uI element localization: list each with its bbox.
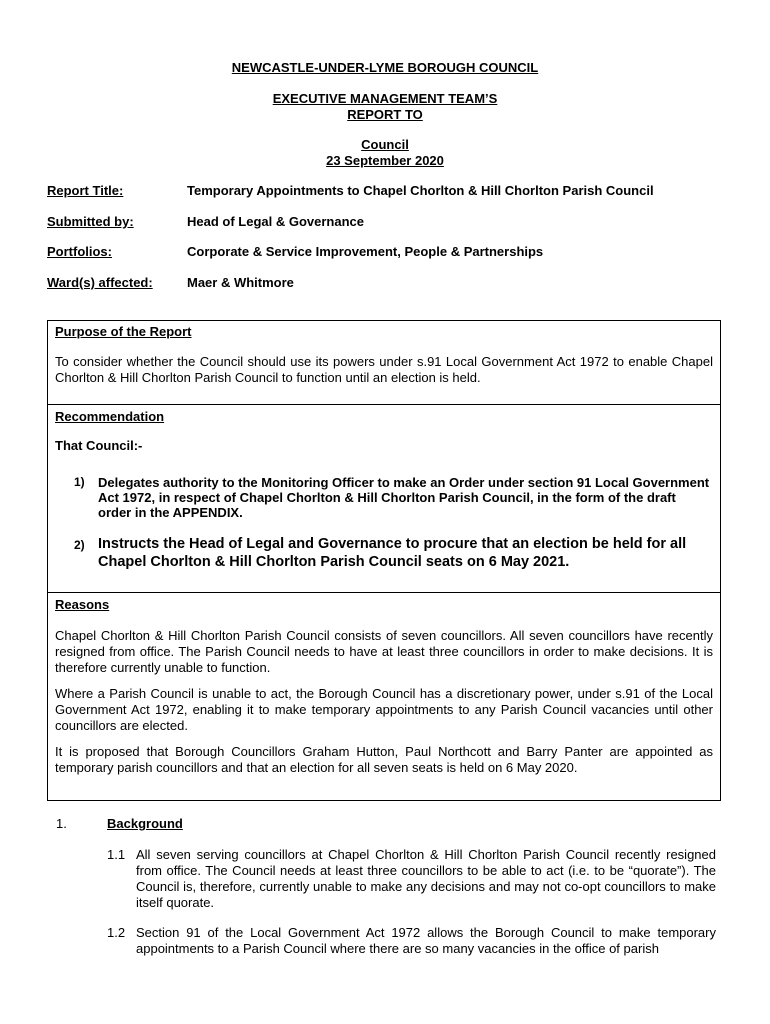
recommendation-text: Delegates authority to the Monitoring Officer to make an Order under section 91 Local Government Act 1972, in respect of Chapel Chorlton & Hill Chorlton Parish Council, in the form of the draft order in the APPENDIX. <box>98 475 710 520</box>
portfolios-label: Portfolios: <box>47 244 112 259</box>
meeting-name: Council <box>361 137 409 152</box>
background-title: Background <box>107 816 183 831</box>
reasons-paragraph: Chapel Chorlton & Hill Chorlton Parish Council consists of seven councillors. All seven councillors have recently resigned from office. The Parish Council needs to have at least three councillors in order to make decisions. It is therefore currently unable to function. <box>55 628 713 675</box>
recommendation-item <box>74 475 710 520</box>
portfolios-value: Corporate & Service Improvement, People & Partnerships <box>187 244 544 259</box>
recommendation-text: Instructs the Head of Legal and Governance to procure that an election be held for all Chapel Chorlton & Hill Chorlton Parish Council seats on 6 May 2021. <box>98 536 687 570</box>
reasons-title: Reasons <box>55 597 110 612</box>
paragraph-text: Section 91 of the Local Government Act 1972 allows the Borough Council to make temporary appointments to a Parish Council where there are so many vacancies in the office of parish <box>136 925 716 956</box>
council-name: NEWCASTLE-UNDER-LYME BOROUGH COUNCIL <box>231 60 539 75</box>
paragraph-text: All seven serving councillors at Chapel Chorlton & Hill Chorlton Parish Council recently resigned from office. The Council needs at least three councillors to be able to act (i.e. to be “quorate”). The Council is, therefore, currently unable to make any decisions and may not co-opt councillors to make itself quorate. <box>136 847 716 910</box>
submitted-by-label: Submitted by: <box>47 214 134 229</box>
paragraph-number: 1.1 <box>107 847 126 862</box>
meeting-date: 23 September 2020 <box>326 153 444 168</box>
recommendation-number: 2) <box>74 538 85 552</box>
recommendation-item <box>74 535 710 571</box>
paragraph-number: 1.2 <box>107 925 126 940</box>
purpose-section <box>48 321 720 405</box>
background-number: 1. <box>56 816 67 831</box>
report-title-value: Temporary Appointments to Chapel Chorlton & Hill Chorlton Parish Council <box>187 183 654 198</box>
submitted-by-value: Head of Legal & Governance <box>187 214 364 229</box>
reasons-section <box>48 593 720 800</box>
team-line-2: REPORT TO <box>347 107 423 122</box>
recommendation-title: Recommendation <box>55 409 165 424</box>
recommendation-intro: That Council:- <box>55 438 143 453</box>
recommendation-section <box>48 405 720 593</box>
background-paragraph <box>107 847 716 911</box>
purpose-text: To consider whether the Council should use its powers under s.91 Local Government Act 1972 to enable Chapel Chorlton & Hill Chorlton Parish Council to function until an election is held. <box>55 354 713 385</box>
reasons-paragraph: It is proposed that Borough Councillors Graham Hutton, Paul Northcott and Barry Panter are appointed as temporary parish councillors and that an election for all seven seats is held on 6 May 2020. <box>55 744 713 775</box>
recommendation-number: 1) <box>74 475 85 489</box>
summary-box <box>47 320 721 801</box>
purpose-title: Purpose of the Report <box>55 324 192 339</box>
wards-label: Ward(s) affected: <box>47 275 153 290</box>
reasons-paragraph: Where a Parish Council is unable to act, the Borough Council has a discretionary power, under s.91 of the Local Government Act 1972, enabling it to make temporary appointments to any Parish Council vacancies until other councillors are elected. <box>55 686 713 733</box>
wards-value: Maer & Whitmore <box>187 275 294 290</box>
background-paragraph <box>107 925 716 957</box>
report-title-label: Report Title: <box>47 183 124 198</box>
team-line-1: EXECUTIVE MANAGEMENT TEAM’S <box>272 91 498 106</box>
